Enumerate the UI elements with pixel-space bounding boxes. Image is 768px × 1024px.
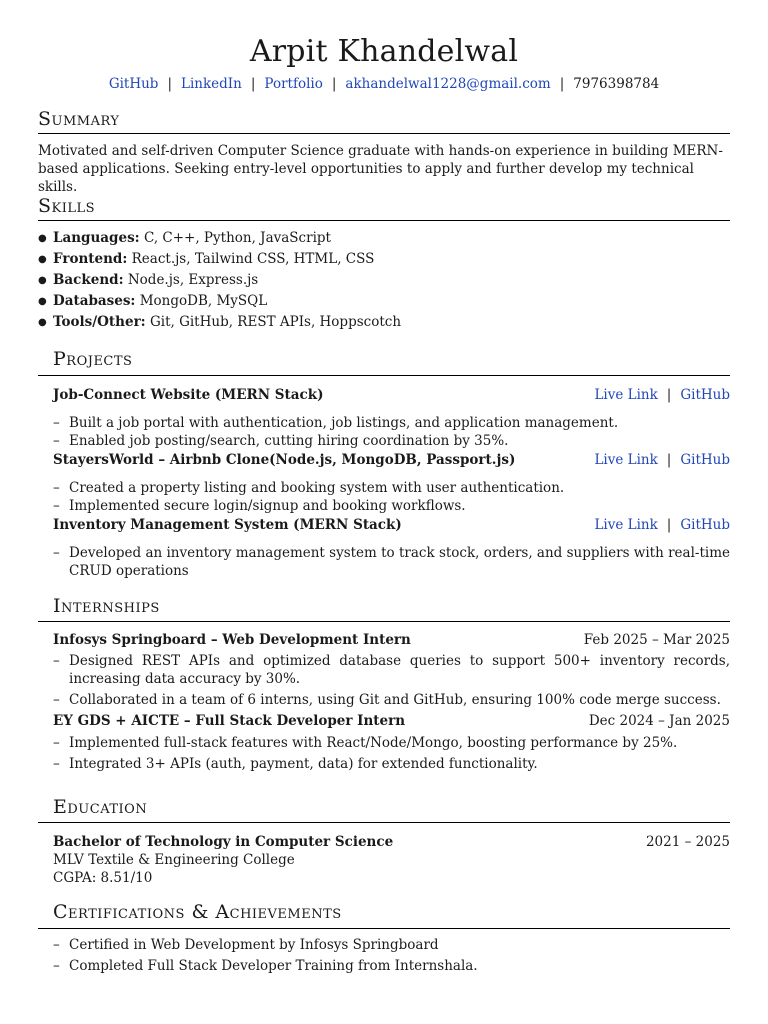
- dash-marker: –: [53, 958, 60, 974]
- skill-value: Node.js, Express.js: [127, 272, 259, 288]
- separator: |: [167, 76, 173, 92]
- list-item: [53, 544, 730, 580]
- project-links: [594, 451, 730, 469]
- item-text: Developed an inventory management system to track stock, orders, and suppliers with real-time CRUD operations: [69, 545, 730, 579]
- list-item: [53, 936, 730, 954]
- skill-row-databases: [38, 292, 267, 311]
- list-item: [53, 691, 730, 709]
- summary-heading: Summary: [38, 108, 120, 130]
- separator: |: [559, 76, 565, 92]
- dash-marker: –: [53, 653, 60, 669]
- list-item: [53, 414, 730, 432]
- dash-marker: –: [53, 480, 60, 496]
- phone-number: 7976398784: [573, 76, 660, 92]
- linkedin-link[interactable]: LinkedIn: [181, 76, 242, 92]
- separator: |: [666, 517, 672, 533]
- dash-marker: –: [53, 692, 60, 708]
- item-text: Implemented secure login/signup and booking workflows.: [69, 498, 466, 514]
- live-link[interactable]: Live Link: [594, 387, 658, 403]
- education-dates: 2021 – 2025: [645, 834, 730, 850]
- list-item: [53, 479, 730, 497]
- internships-heading: Internships: [53, 595, 160, 617]
- portfolio-link[interactable]: Portfolio: [264, 76, 323, 92]
- github-link[interactable]: GitHub: [680, 387, 730, 403]
- email-link[interactable]: akhandelwal1228@gmail.com: [345, 76, 551, 92]
- skill-value: Git, GitHub, REST APIs, Hoppscotch: [149, 314, 402, 330]
- skill-label: Databases:: [53, 293, 136, 309]
- item-text: Built a job portal with authentication, job listings, and application management.: [69, 415, 619, 431]
- internship-role: Infosys Springboard – Web Development Intern: [53, 632, 411, 648]
- degree-title: Bachelor of Technology in Computer Science: [53, 834, 394, 850]
- bullet-icon: ●: [38, 296, 47, 307]
- skill-label: Backend:: [53, 272, 124, 288]
- section-rule: [38, 928, 730, 929]
- cgpa: CGPA: 8.51/10: [53, 870, 153, 886]
- separator: |: [331, 76, 337, 92]
- dash-marker: –: [53, 756, 60, 772]
- bullet-icon: ●: [38, 233, 47, 244]
- list-item: [53, 432, 730, 450]
- bullet-icon: ●: [38, 317, 47, 328]
- item-text: Created a property listing and booking system with user authentication.: [69, 480, 565, 496]
- item-text: Enabled job posting/search, cutting hiring coordination by 35%.: [69, 433, 509, 449]
- separator: |: [666, 452, 672, 468]
- project-links: [594, 516, 730, 534]
- list-item: [53, 652, 730, 688]
- list-item: [53, 755, 730, 773]
- item-text: Implemented full-stack features with React/Node/Mongo, boosting performance by 25%.: [69, 735, 678, 751]
- internship-dates: Feb 2025 – Mar 2025: [583, 632, 730, 648]
- github-link[interactable]: GitHub: [680, 517, 730, 533]
- item-text: Designed REST APIs and optimized database queries to support 500+ inventory records, increasing data accuracy by 30%.: [69, 653, 730, 687]
- github-link[interactable]: GitHub: [680, 452, 730, 468]
- dash-marker: –: [53, 937, 60, 953]
- candidate-name: Arpit Khandelwal: [249, 34, 519, 69]
- dash-marker: –: [53, 433, 60, 449]
- section-rule: [38, 375, 730, 376]
- item-text: Certified in Web Development by Infosys Springboard: [69, 937, 439, 953]
- bullet-icon: ●: [38, 275, 47, 286]
- section-rule: [38, 621, 730, 622]
- section-rule: [38, 822, 730, 823]
- separator: |: [250, 76, 256, 92]
- skill-row-tools: [38, 313, 401, 332]
- bullet-icon: ●: [38, 254, 47, 265]
- item-text: Collaborated in a team of 6 interns, using Git and GitHub, ensuring 100% code merge success.: [69, 692, 721, 708]
- skill-value: C, C++, Python, JavaScript: [143, 230, 331, 246]
- list-item: [53, 497, 730, 515]
- github-link[interactable]: GitHub: [108, 76, 159, 92]
- skill-row-frontend: [38, 250, 374, 269]
- college-name: MLV Textile & Engineering College: [53, 852, 295, 868]
- item-text: Integrated 3+ APIs (auth, payment, data) for extended functionality.: [69, 756, 538, 772]
- list-item: [53, 957, 730, 975]
- project-links: [594, 386, 730, 404]
- internship-role: EY GDS + AICTE – Full Stack Developer Intern: [53, 713, 406, 729]
- skill-value: MongoDB, MySQL: [139, 293, 268, 309]
- skill-row-languages: [38, 229, 331, 248]
- skill-row-backend: [38, 271, 258, 290]
- skills-heading: Skills: [38, 195, 96, 217]
- internship-dates: Dec 2024 – Jan 2025: [588, 713, 730, 729]
- dash-marker: –: [53, 415, 60, 431]
- item-text: Completed Full Stack Developer Training from Internshala.: [69, 958, 478, 974]
- skill-label: Frontend:: [53, 251, 128, 267]
- dash-marker: –: [53, 735, 60, 751]
- list-item: [53, 734, 730, 752]
- certifications-heading: Certifications & Achievements: [53, 901, 342, 923]
- live-link[interactable]: Live Link: [594, 517, 658, 533]
- skill-label: Languages:: [53, 230, 140, 246]
- project-title: Job-Connect Website (MERN Stack): [53, 387, 324, 403]
- project-title: StayersWorld – Airbnb Clone(Node.js, MongoDB, Passport.js): [53, 452, 516, 468]
- contact-bar: [0, 75, 768, 93]
- separator: |: [666, 387, 672, 403]
- skill-label: Tools/Other:: [53, 314, 146, 330]
- projects-heading: Projects: [53, 348, 133, 370]
- dash-marker: –: [53, 498, 60, 514]
- education-heading: Education: [53, 796, 148, 818]
- live-link[interactable]: Live Link: [594, 452, 658, 468]
- dash-marker: –: [53, 545, 60, 561]
- skill-value: React.js, Tailwind CSS, HTML, CSS: [131, 251, 375, 267]
- project-title: Inventory Management System (MERN Stack): [53, 517, 402, 533]
- summary-text: Motivated and self-driven Computer Science graduate with hands-on experience in building MERN-based applications. Seeking entry-level opportunities to apply and further develop my technical skills.: [38, 143, 723, 195]
- section-rule: [38, 220, 730, 221]
- section-rule: [38, 133, 730, 134]
